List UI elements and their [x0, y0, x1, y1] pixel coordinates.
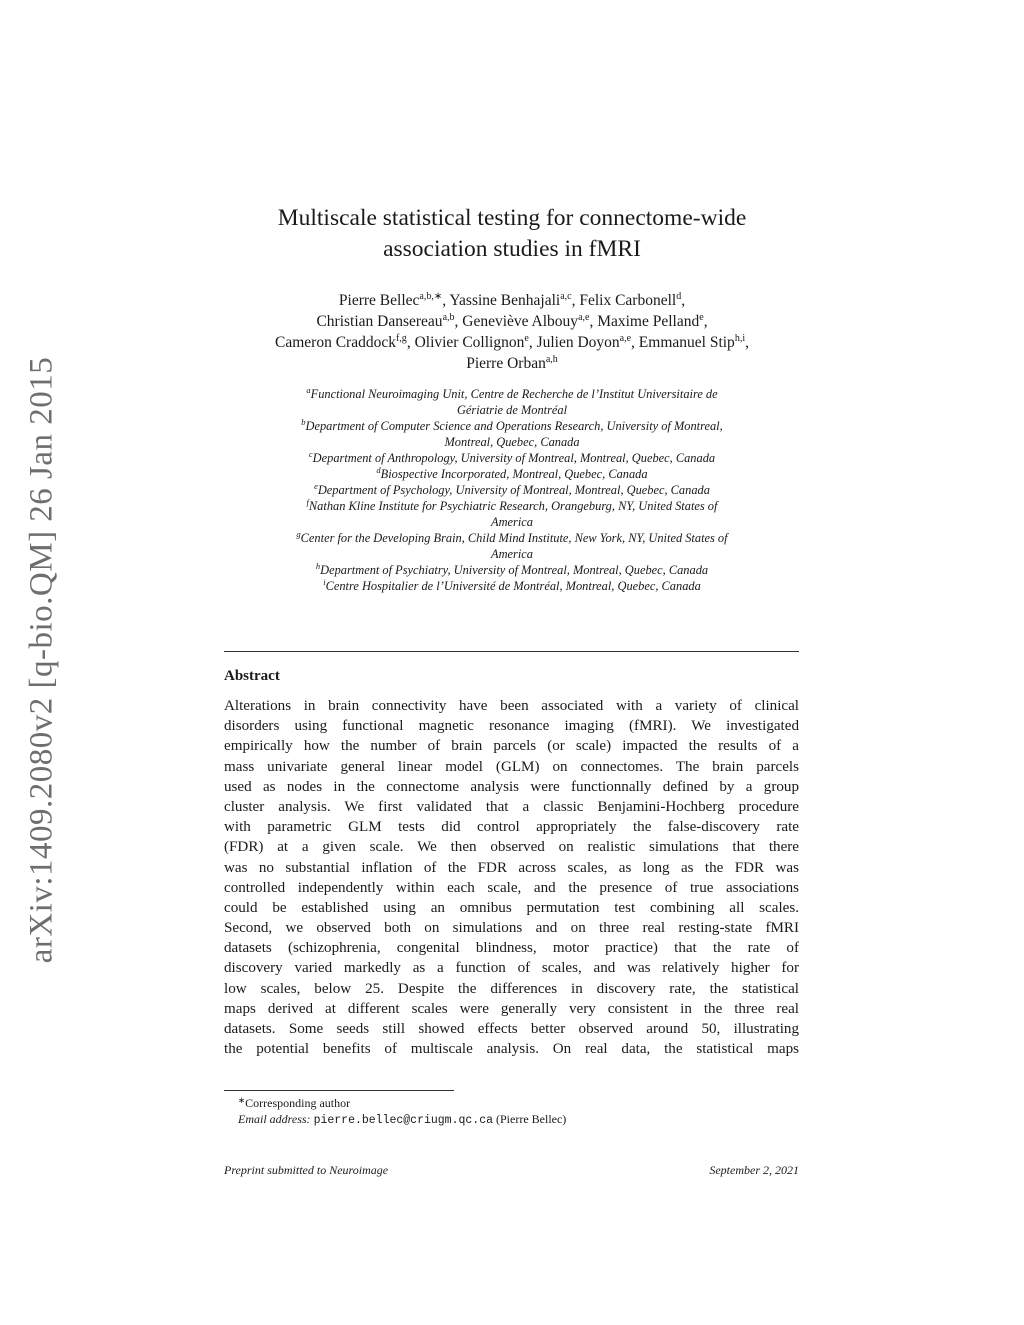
author-separator: ,	[703, 313, 708, 330]
affiliation-mark: i	[323, 577, 326, 587]
paper-title	[222, 203, 802, 265]
affiliation-line	[212, 418, 812, 434]
affiliation-mark: b	[301, 417, 306, 427]
author-separator: ,	[681, 292, 686, 309]
author-name: Geneviève Albouy	[462, 313, 579, 330]
author-line	[210, 311, 814, 332]
author-affiliation-mark: a,b	[442, 312, 455, 323]
footnote	[238, 1095, 566, 1129]
affiliation-mark: h	[315, 561, 321, 571]
author-name: Pierre Orban	[466, 355, 546, 372]
author-name: Emmanuel Stip	[638, 334, 735, 351]
author-affiliation-mark: a,c	[560, 291, 572, 302]
affiliation-text: America	[491, 515, 533, 529]
arxiv-identifier-stamp: arXiv:1409.2080v2 [q-bio.QM] 26 Jan 2015	[23, 356, 60, 964]
author-affiliation-mark: e	[524, 333, 529, 344]
author-separator: ,	[454, 313, 463, 330]
affiliation-line	[212, 514, 812, 530]
abstract-line: maps derived at different scales were generally very consistent in the three real	[224, 1000, 799, 1017]
abstract-line: cluster analysis. We first validated that a classic Benjamini-Hochberg procedure	[224, 798, 799, 815]
affiliation-line	[212, 450, 812, 466]
author-name: Maxime Pelland	[597, 313, 700, 330]
email-line	[238, 1111, 566, 1129]
abstract-line: mass univariate general linear model (GLM) on connectomes. The brain parcels	[224, 758, 799, 775]
author-affiliation-mark: a,b,∗	[419, 291, 443, 302]
author-name: Felix Carbonell	[579, 292, 677, 309]
affiliation-line	[212, 578, 812, 594]
abstract-body	[224, 696, 799, 1059]
affiliation-text: America	[491, 547, 533, 561]
author-name: Pierre Bellec	[338, 292, 420, 309]
abstract-line: used as nodes in the connectome analysis were functionnally defined by a group	[224, 778, 799, 795]
affiliation-mark: e	[314, 481, 318, 491]
affiliation-mark: c	[308, 449, 313, 459]
author-separator: ,	[406, 334, 415, 351]
abstract-heading: Abstract	[224, 668, 280, 684]
email-address[interactable]: pierre.bellec@criugm.qc.ca	[313, 1114, 493, 1127]
footnote-mark: ∗	[238, 1095, 246, 1105]
title-line: association studies in fMRI	[383, 236, 641, 262]
corresponding-label: Corresponding author	[245, 1096, 351, 1110]
preprint-date: September 2, 2021	[709, 1163, 799, 1177]
abstract-line: disorders using functional magnetic resonance imaging (fMRI). We investigated	[224, 718, 799, 735]
author-name: Julien Doyon	[536, 334, 620, 351]
author-separator: ,	[745, 334, 749, 351]
author-separator: ,	[631, 334, 639, 351]
author-separator: ,	[589, 313, 598, 330]
email-label: Email address:	[238, 1112, 311, 1126]
affiliation-line	[212, 562, 812, 578]
author-line	[210, 353, 814, 374]
author-affiliation-mark: h,i	[734, 333, 746, 344]
author-line	[210, 332, 814, 353]
author-affiliation-mark: f,g	[395, 333, 407, 344]
preprint-note: Preprint submitted to Neuroimage	[224, 1163, 389, 1177]
author-name: Olivier Collignon	[414, 334, 525, 351]
affiliation-line	[212, 482, 812, 498]
affiliation-list	[212, 386, 812, 594]
affiliation-text: Department of Psychology, University of Montreal, Montreal, Quebec, Canada	[317, 483, 710, 497]
affiliation-text: Functional Neuroimaging Unit, Centre de Recherche de l’Institut Universitaire de	[310, 387, 718, 401]
author-separator: ,	[442, 292, 450, 309]
affiliation-mark: d	[376, 465, 381, 475]
affiliation-text: Biospective Incorporated, Montreal, Quebec, Canada	[380, 467, 648, 481]
affiliation-text: Montreal, Quebec, Canada	[444, 435, 580, 449]
affiliation-text: Department of Anthropology, University of Montreal, Montreal, Quebec, Canada	[312, 451, 716, 465]
affiliation-text: Department of Computer Science and Operations Research, University of Montreal,	[305, 419, 723, 433]
author-affiliation-mark: a,e	[578, 312, 590, 323]
affiliation-mark: g	[296, 529, 301, 539]
email-owner: (Pierre Bellec)	[496, 1112, 567, 1126]
affiliation-mark: a	[306, 385, 311, 395]
abstract-line: datasets (schizophrenia, congenital blindness, motor practice) that the rate of	[224, 940, 799, 957]
title-line: Multiscale statistical testing for connectome-wide	[277, 205, 747, 231]
affiliation-text: Centre Hospitalier de l’Université de Montréal, Montreal, Quebec, Canada	[325, 579, 701, 593]
author-line	[210, 290, 814, 311]
abstract-line: could be established using an omnibus permutation test combining all scales.	[224, 899, 799, 916]
abstract-line: with parametric GLM tests did control appropriately the false-discovery rate	[224, 819, 799, 836]
author-name: Christian Dansereau	[316, 313, 443, 330]
abstract-line: was no substantial inflation of the FDR across scales, as long as the FDR was	[224, 859, 799, 876]
abstract-line: discovery varied markedly as a function of scales, and was relatively higher for	[224, 960, 799, 977]
author-name: Yassine Benhajali	[449, 292, 561, 309]
affiliation-line	[212, 498, 812, 514]
abstract-line: controlled independently within each scale, and the presence of true associations	[224, 879, 799, 896]
affiliation-line	[212, 530, 812, 546]
affiliation-line	[212, 466, 812, 482]
abstract-line: Second, we observed both on simulations and on three real resting-state fMRI	[224, 920, 799, 937]
abstract-line: the potential benefits of multiscale analysis. On real data, the statistical maps	[224, 1041, 799, 1058]
corresponding-author-note	[238, 1095, 566, 1111]
footnote-rule	[224, 1090, 454, 1091]
abstract-line: datasets. Some seeds still showed effects better observed around 50, illustrating	[224, 1021, 799, 1037]
affiliation-text: Nathan Kline Institute for Psychiatric Research, Orangeburg, NY, United States of	[308, 499, 718, 513]
abstract-line: low scales, below 25. Despite the differences in discovery rate, the statistical	[224, 980, 799, 997]
abstract-top-rule	[224, 651, 799, 652]
affiliation-line	[212, 434, 812, 450]
author-affiliation-mark: a,e	[619, 333, 632, 344]
author-affiliation-mark: d	[676, 291, 682, 302]
author-separator: ,	[571, 292, 580, 309]
affiliation-text: Department of Psychiatry, University of Montreal, Montreal, Quebec, Canada	[320, 563, 709, 577]
affiliation-text: Center for the Developing Brain, Child Mind Institute, New York, NY, United States of	[300, 531, 728, 545]
author-name: Cameron Craddock	[275, 334, 396, 351]
affiliation-mark: f	[306, 497, 309, 507]
affiliation-text: Gériatrie de Montréal	[456, 403, 568, 417]
affiliation-line	[212, 386, 812, 402]
author-affiliation-mark: a,h	[545, 354, 558, 365]
author-list	[210, 290, 814, 374]
affiliation-line	[212, 402, 812, 418]
abstract-line: (FDR) at a given scale. We then observed on realistic simulations that there	[224, 839, 799, 856]
abstract-line: Alterations in brain connectivity have been associated with a variety of clinical	[224, 698, 799, 714]
author-affiliation-mark: e	[699, 312, 704, 323]
abstract-line: empirically how the number of brain parcels (or scale) impacted the results of a	[224, 738, 799, 755]
affiliation-line	[212, 546, 812, 562]
author-separator: ,	[528, 334, 537, 351]
